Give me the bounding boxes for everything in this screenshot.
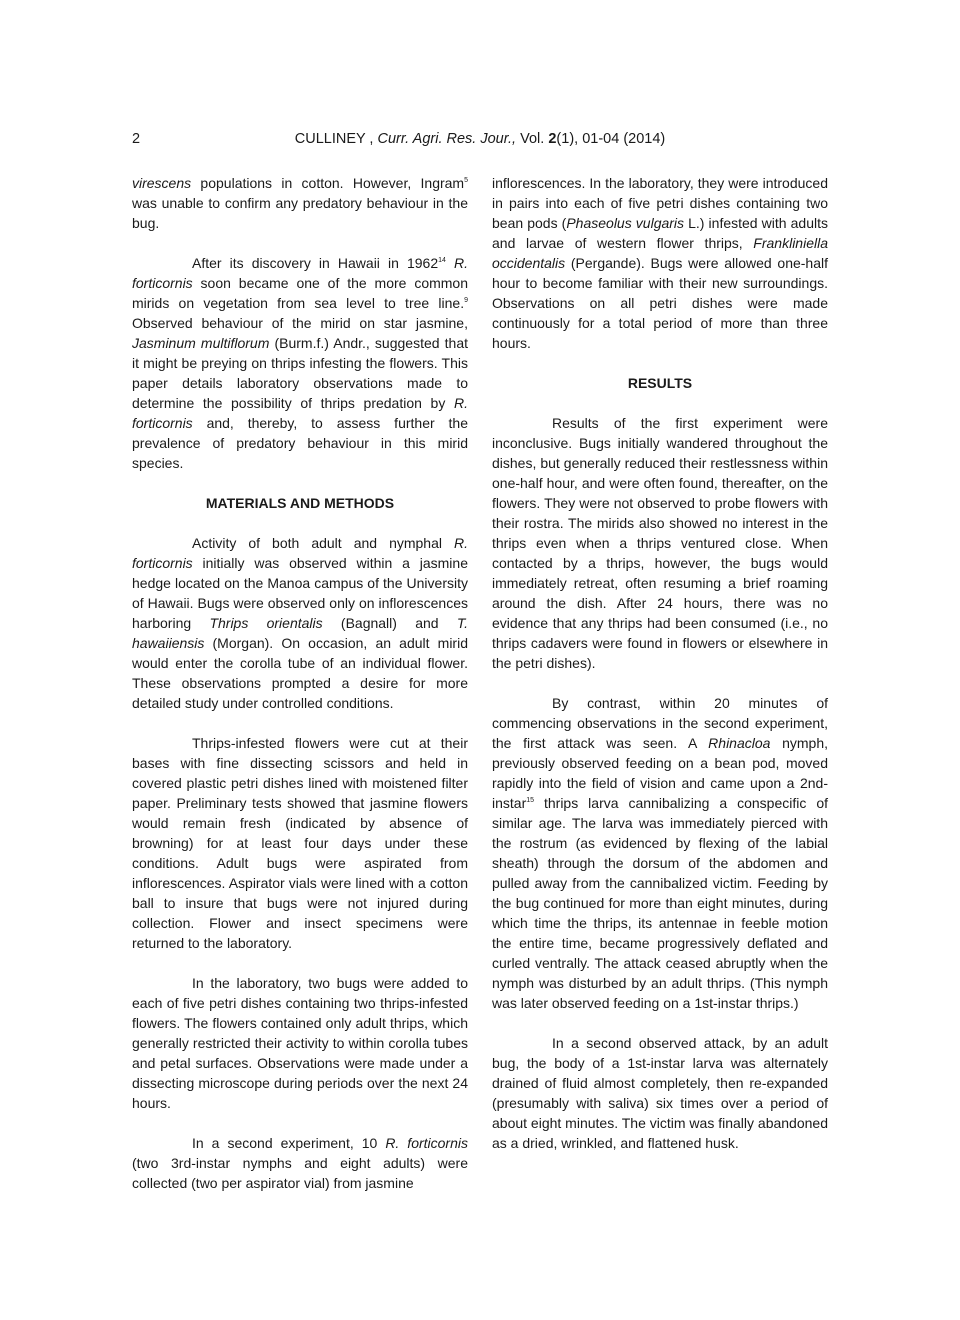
volume-label: Vol.	[520, 131, 545, 147]
genus-name: Rhinacloa	[708, 735, 771, 751]
text-run: initially was observed within a jasmine hedge located on the Manoa campus of the University of Hawaii. Bugs were observed only on inflorescences harboring	[132, 555, 468, 631]
reference-superscript: 9	[464, 297, 468, 304]
text-run: inflorescences. In the laboratory, they were introduced in pairs into each of five petri dishes containing two bean pods (	[492, 175, 828, 231]
left-column	[132, 173, 468, 1193]
running-header	[132, 128, 828, 150]
text-run: Observed behaviour of the mirid on star jasmine,	[132, 315, 468, 331]
text-run: (Pergande). Bugs were allowed one-half hour to become familiar with their new surroundings. Observations on all petri dishes were made continuously for a total period of more than three hours.	[492, 255, 828, 351]
text-run: L.) infested with adults and larvae of western flower thrips,	[492, 215, 829, 251]
species-name: R. forticornis	[385, 1135, 468, 1151]
paragraph	[492, 693, 828, 1013]
journal-name: Curr. Agri. Res. Jour.,	[377, 131, 517, 147]
species-name: Frankliniella occidentalis	[492, 235, 828, 271]
species-name: T. hawaiiensis	[132, 615, 468, 651]
paragraph: Thrips-infested flowers were cut at their bases with fine dissecting scissors and held in covered plastic petri dishes lined with moistened filter paper. Preliminary tests showed that jasmine flowers would remain fresh (indicated by absence of browning) for at least four days under these conditions. Adult bugs were aspirated from inflorescences. Aspirator vials were lined with a cotton ball to insure that bugs were not injured during collection. Flower and insect specimens were returned to the laboratory.	[132, 735, 468, 951]
paragraph	[132, 533, 468, 713]
author-name: CULLINEY ,	[294, 131, 374, 147]
species-name: Jasminum multiflorum	[132, 335, 270, 351]
text-run: (Burm.f.) Andr., suggested that it might be preying on thrips infesting the flowers. This paper details laboratory observations made to determine the possibility of thrips predation by	[132, 335, 468, 411]
text-run: nymph, previously observed feeding on a bean pod, moved rapidly into the field of vision and came upon a 2nd-instar	[492, 735, 828, 811]
reference-superscript: 15	[526, 797, 535, 804]
right-column	[492, 173, 828, 1153]
volume-number: 2	[548, 131, 557, 147]
text-run: populations in cotton. However, Ingram	[191, 175, 465, 191]
text-run: By contrast, within 20 minutes of commencing observations in the second experiment, the first attack was seen. A	[492, 695, 828, 751]
section-heading: RESULTS	[627, 375, 693, 391]
paragraph	[132, 1133, 468, 1193]
paragraph: In the laboratory, two bugs were added to each of five petri dishes containing two thrips-infested flowers. The flowers contained only adult thrips, which generally restricted their activity to within corolla tubes and petal surfaces. Observations were made under a dissecting microscope during periods over the next 24 hours.	[132, 975, 468, 1111]
text-run: and, thereby, to assess further the prevalence of predatory behaviour in this mirid species.	[132, 415, 468, 471]
text-run: (Bagnall) and	[322, 615, 457, 631]
text-run: soon became one of the more common mirids on vegetation from sea level to tree line.	[132, 275, 468, 311]
species-name: Phaseolus vulgaris	[566, 215, 685, 231]
text-run: After its discovery in Hawaii in 1962	[192, 255, 439, 271]
reference-superscript: 14	[438, 257, 446, 264]
journal-citation	[132, 128, 828, 150]
text-run: was unable to confirm any predatory behaviour in the bug.	[132, 195, 468, 231]
paragraph	[132, 253, 468, 473]
issue-pages-year: (1), 01-04 (2014)	[556, 131, 666, 147]
species-name: Thrips orientalis	[209, 615, 323, 631]
page-number: 2	[132, 131, 141, 147]
text-run: Activity of both adult and nymphal	[192, 535, 454, 551]
species-name: virescens	[132, 175, 192, 191]
paragraph	[492, 173, 828, 353]
text-run: thrips larva cannibalizing a conspecific of similar age. The larva was immediately pierced with the rostrum (as evidenced by flexing of the labial sheath) through the dorsum of the abdomen and pulled away from the cannibalized victim. Feeding by the bug continued for more than eight minutes, during which time the thrips, its antennae in feeble motion the entire time, became progressively deflated and curled ventrally. The attack ceased abruptly when the nymph was disturbed by an adult thrips. (This nymph was later observed feeding on a 1st-instar thrips.)	[492, 795, 828, 1011]
species-name: R. forticornis	[132, 395, 468, 431]
text-run: (two 3rd-instar nymphs and eight adults) were collected (two per aspirator vial) from jasmine	[132, 1155, 468, 1191]
reference-superscript: 5	[464, 177, 468, 184]
paragraph	[132, 173, 468, 233]
paragraph: In a second observed attack, by an adult bug, the body of a 1st-instar larva was alternately drained of fluid almost completely, then re-expanded (presumably with saliva) six times over a period of about eight minutes. The victim was finally abandoned as a dried, wrinkled, and flattened husk.	[492, 1035, 828, 1151]
species-name: R. forticornis	[132, 255, 468, 291]
text-run: In a second experiment, 10	[192, 1135, 386, 1151]
paragraph: Results of the first experiment were inconclusive. Bugs initially wandered throughout the dishes, but generally reduced their restlessness within one-half hour, and were often found, thereafter, on the flowers. They were not observed to probe flowers with their rostra. The mirids also showed no interest in the thrips even when a thrips ventured close. When contacted by a thrips, however, the bugs would immediately retreat, often resuming a brief roaming around the dish. After 24 hours, there was no evidence that any thrips had been consumed (i.e., no thrips cadavers were found in flowers or elsewhere in the petri dishes).	[492, 415, 828, 671]
section-heading: MATERIALS AND METHODS	[205, 495, 395, 511]
text-run: (Morgan). On occasion, an adult mirid would enter the corolla tube of an individual flower. These observations prompted a desire for more detailed study under controlled conditions.	[132, 635, 468, 711]
species-name: R. forticornis	[132, 535, 468, 571]
